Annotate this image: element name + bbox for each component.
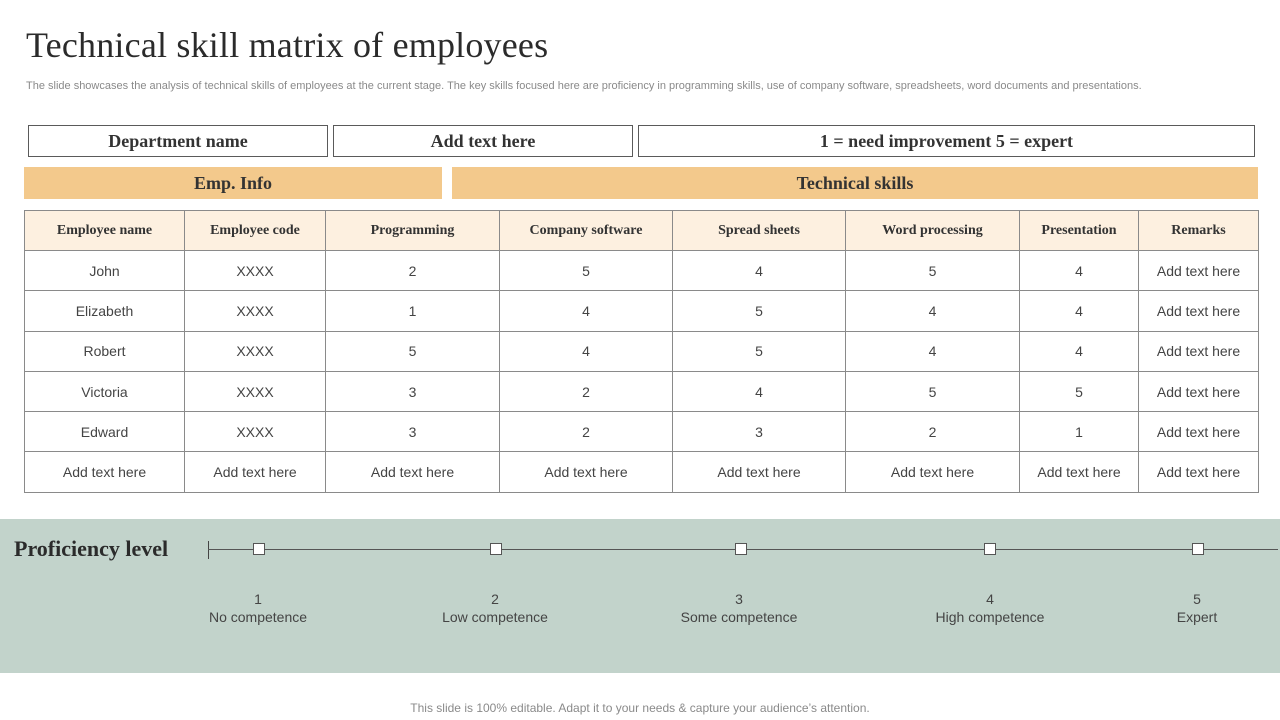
cell-spread-sheets: 4 xyxy=(673,251,846,291)
scale-start-tick xyxy=(208,541,209,559)
cell-company-software: 2 xyxy=(500,412,673,452)
level-2-marker xyxy=(490,543,502,555)
level-4-label xyxy=(910,590,1070,626)
technical-skills-band: Technical skills xyxy=(452,167,1258,199)
level-5-label xyxy=(1117,590,1277,626)
col-header-programming: Programming xyxy=(326,211,500,251)
cell-employee-name: Robert xyxy=(25,331,185,371)
level-4-marker xyxy=(984,543,996,555)
col-header-spread-sheets: Spread sheets xyxy=(673,211,846,251)
cell-employee-code[interactable]: Add text here xyxy=(185,452,326,492)
level-description: Low competence xyxy=(442,609,548,625)
level-description: No competence xyxy=(208,609,308,625)
level-description: Some competence xyxy=(680,609,798,625)
cell-spread-sheets: 5 xyxy=(673,331,846,371)
level-1-label xyxy=(178,590,338,626)
table-row xyxy=(25,251,1259,291)
cell-spread-sheets: 5 xyxy=(673,291,846,331)
cell-presentation: 4 xyxy=(1020,331,1139,371)
cell-word-processing: 4 xyxy=(846,331,1020,371)
page-title: Technical skill matrix of employees xyxy=(26,25,549,65)
cell-employee-name: Edward xyxy=(25,412,185,452)
cell-employee-code: XXXX xyxy=(185,251,326,291)
scale-legend-box: 1 = need improvement 5 = expert xyxy=(638,125,1255,157)
cell-employee-code: XXXX xyxy=(185,412,326,452)
emp-info-band: Emp. Info xyxy=(24,167,442,199)
table-row xyxy=(25,412,1259,452)
col-header-presentation: Presentation xyxy=(1020,211,1139,251)
cell-remarks[interactable]: Add text here xyxy=(1139,371,1259,411)
level-description: High competence xyxy=(935,609,1045,625)
cell-word-processing: 5 xyxy=(846,371,1020,411)
cell-employee-code: XXXX xyxy=(185,331,326,371)
cell-remarks[interactable]: Add text here xyxy=(1139,452,1259,492)
cell-employee-name: John xyxy=(25,251,185,291)
cell-employee-name[interactable]: Add text here xyxy=(25,452,185,492)
level-2-label xyxy=(415,590,575,626)
footer-note: This slide is 100% editable. Adapt it to your needs & capture your audience’s attention. xyxy=(410,701,870,715)
cell-presentation: 4 xyxy=(1020,251,1139,291)
cell-company-software: 4 xyxy=(500,331,673,371)
cell-remarks[interactable]: Add text here xyxy=(1139,291,1259,331)
col-header-word-processing: Word processing xyxy=(846,211,1020,251)
level-3-label xyxy=(659,590,819,626)
level-5-marker xyxy=(1192,543,1204,555)
cell-spread-sheets: 3 xyxy=(673,412,846,452)
department-name-box[interactable]: Department name xyxy=(28,125,328,157)
level-1-marker xyxy=(253,543,265,555)
level-description: Expert xyxy=(1176,609,1218,625)
cell-programming[interactable]: Add text here xyxy=(326,452,500,492)
col-header-employee-name: Employee name xyxy=(25,211,185,251)
cell-word-processing: 5 xyxy=(846,251,1020,291)
cell-programming: 5 xyxy=(326,331,500,371)
col-header-company-software: Company software xyxy=(500,211,673,251)
cell-company-software[interactable]: Add text here xyxy=(500,452,673,492)
cell-spread-sheets[interactable]: Add text here xyxy=(673,452,846,492)
level-number: 2 xyxy=(491,591,499,607)
col-header-remarks: Remarks xyxy=(1139,211,1259,251)
cell-presentation: 5 xyxy=(1020,371,1139,411)
cell-remarks[interactable]: Add text here xyxy=(1139,412,1259,452)
cell-employee-code: XXXX xyxy=(185,291,326,331)
page-subtitle: The slide showcases the analysis of technical skills of employees at the current stage. The key skills focused here are proficiency in programming skills, use of company software, spreadsheets, word documents and presentations. xyxy=(26,80,1142,92)
level-number: 4 xyxy=(986,591,994,607)
cell-employee-name: Elizabeth xyxy=(25,291,185,331)
cell-employee-name: Victoria xyxy=(25,371,185,411)
table-row xyxy=(25,371,1259,411)
table-header-row xyxy=(25,211,1259,251)
cell-programming: 3 xyxy=(326,412,500,452)
level-number: 3 xyxy=(735,591,743,607)
level-number: 5 xyxy=(1193,591,1201,607)
add-text-box[interactable]: Add text here xyxy=(333,125,633,157)
cell-remarks[interactable]: Add text here xyxy=(1139,331,1259,371)
cell-company-software: 5 xyxy=(500,251,673,291)
cell-employee-code: XXXX xyxy=(185,371,326,411)
cell-programming: 1 xyxy=(326,291,500,331)
level-3-marker xyxy=(735,543,747,555)
skill-matrix-table xyxy=(24,210,1259,493)
table-row xyxy=(25,331,1259,371)
cell-presentation[interactable]: Add text here xyxy=(1020,452,1139,492)
cell-word-processing: 4 xyxy=(846,291,1020,331)
proficiency-title: Proficiency level xyxy=(14,536,169,561)
cell-presentation: 1 xyxy=(1020,412,1139,452)
cell-remarks[interactable]: Add text here xyxy=(1139,251,1259,291)
cell-spread-sheets: 4 xyxy=(673,371,846,411)
level-number: 1 xyxy=(254,591,262,607)
cell-programming: 3 xyxy=(326,371,500,411)
cell-word-processing: 2 xyxy=(846,412,1020,452)
cell-programming: 2 xyxy=(326,251,500,291)
cell-company-software: 2 xyxy=(500,371,673,411)
col-header-employee-code: Employee code xyxy=(185,211,326,251)
cell-company-software: 4 xyxy=(500,291,673,331)
table-row xyxy=(25,291,1259,331)
cell-presentation: 4 xyxy=(1020,291,1139,331)
cell-word-processing[interactable]: Add text here xyxy=(846,452,1020,492)
table-row xyxy=(25,452,1259,492)
